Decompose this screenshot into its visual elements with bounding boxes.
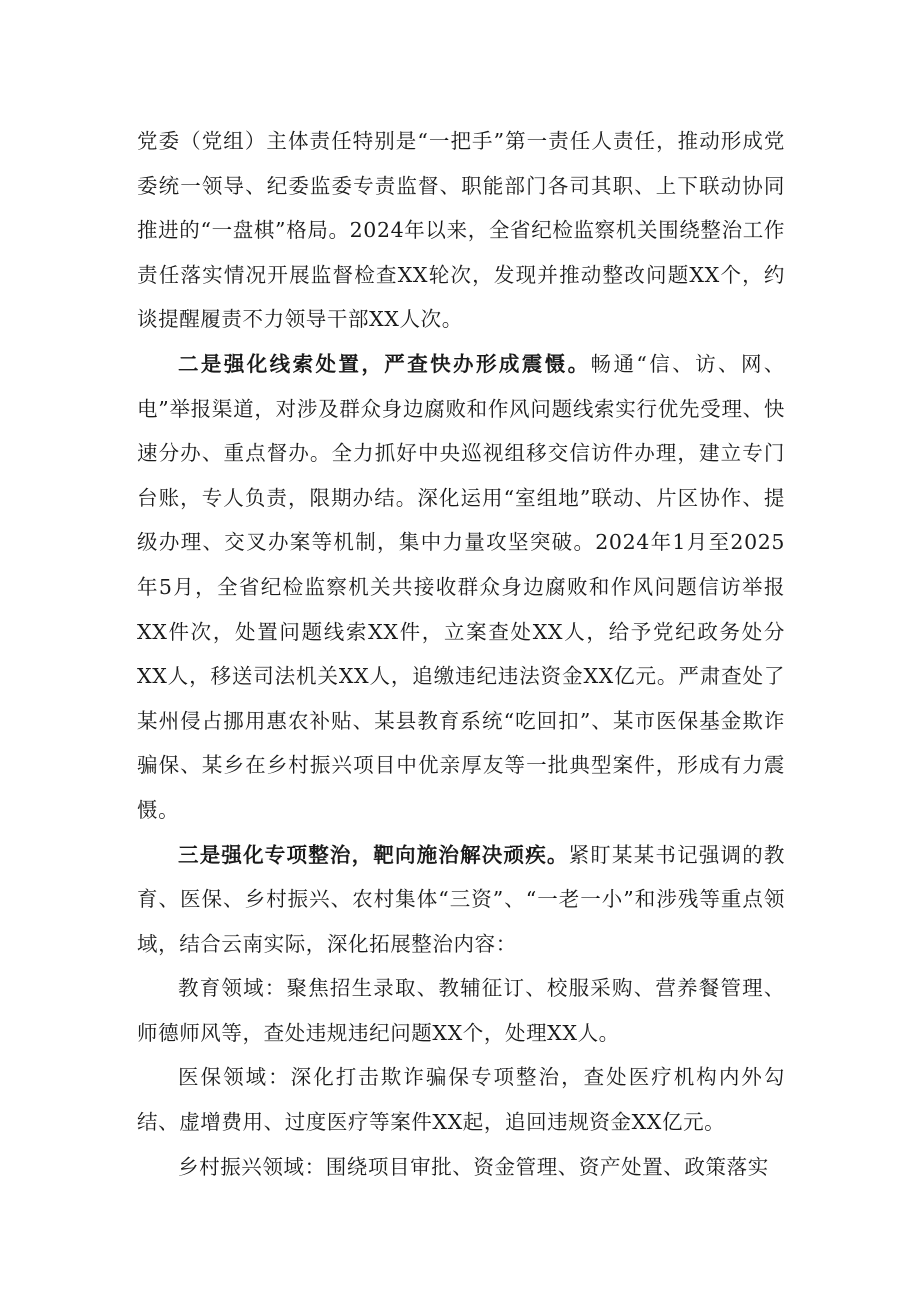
paragraph-education bbox=[137, 966, 785, 1055]
paragraph-lead: 二是强化线索处置，严查快办形成震慑。 bbox=[178, 351, 591, 376]
paragraph-text: 畅通“信、访、网、电”举报渠道，对涉及群众身边腐败和作风问题线索实行优先受理、快速分办、重点督办。全力抓好中央巡视组移交信访件办理，建立专门台账，专人负责，限期办结。深化运用“室组地”联动、片区协作、提级办理、交叉办案等机制，集中力量攻坚突破。2024年1月至2025年5月，全省纪检监察机关共接收群众身边腐败和作风问题信访举报XX件次，处置问题线索XX件，立案查处XX人，给予党纪政务处分XX人，移送司法机关XX人，追缴违纪违法资金XX亿元。严肃查处了某州侵占挪用惠农补贴、某县教育系统“吃回扣”、某市医保基金欺诈骗保、某乡在乡村振兴项目中优亲厚友等一批典型案件，形成有力震慑。 bbox=[137, 351, 785, 822]
paragraph-lead: 三是强化专项整治，靶向施治解决顽疾。 bbox=[178, 842, 569, 867]
paragraph-rural-revitalization bbox=[137, 1145, 785, 1190]
paragraph-medical-insurance bbox=[137, 1055, 785, 1144]
paragraph-text: 紧盯某某书记强调的教育、医保、乡村振兴、农村集体“三资”、“一老一小”和涉残等重点领域，结合云南实际，深化拓展整治内容： bbox=[137, 842, 785, 956]
paragraph-continuation bbox=[137, 119, 785, 342]
paragraph-clue-handling bbox=[137, 342, 785, 833]
paragraph-text: 医保领域：深化打击欺诈骗保专项整治，查处医疗机构内外勾结、虚增费用、过度医疗等案件XX起，追回违规资金XX亿元。 bbox=[137, 1065, 785, 1135]
paragraph-special-rectification bbox=[137, 833, 785, 967]
document-body bbox=[137, 119, 785, 1189]
paragraph-text: 乡村振兴领域：围绕项目审批、资金管理、资产处置、政策落实 bbox=[178, 1154, 769, 1179]
paragraph-text: 教育领域：聚焦招生录取、教辅征订、校服采购、营养餐管理、师德师风等，查处违规违纪问题XX个，处理XX人。 bbox=[137, 976, 785, 1045]
paragraph-text: 党委（党组）主体责任特别是“一把手”第一责任人责任，推动形成党委统一领导、纪委监委专责监督、职能部门各司其职、上下联动协同推进的“一盘棋”格局。2024年以来，全省纪检监察机关围绕整治工作责任落实情况开展监督检查XX轮次，发现并推动整改问题XX个，约谈提醒履责不力领导干部XX人次。 bbox=[137, 129, 785, 332]
